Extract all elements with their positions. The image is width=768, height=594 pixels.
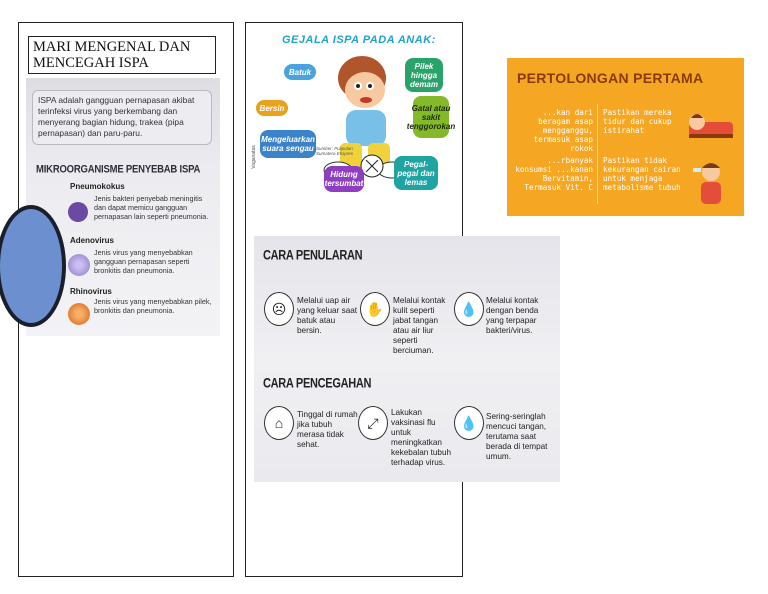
prevention-text: Lakukan vaksinasi flu untuk meningkatkan kekebalan tubuh terhadap virus. xyxy=(391,408,452,467)
first-aid-tip: Pastikan mereka tidur dan cukup istirahat xyxy=(603,108,672,135)
symptom-badge: Pegal-pegal dan lemas xyxy=(394,156,438,190)
artist-credit: Vaganatas xyxy=(250,145,257,169)
house-icon: ⌂ xyxy=(264,406,294,440)
rhinovirus-icon xyxy=(68,303,90,325)
first-aid-tip: ...kan dari beragam asap mengganggu, termasuk asap rokok xyxy=(533,108,593,153)
symptom-badge: Gatal atau sakit tenggorokan xyxy=(413,96,449,138)
cough-face-icon: ☹ xyxy=(264,292,294,326)
organism-desc: Jenis bakteri penyebab meningitis dan dapat memicu gangguan pernapasan lain seperti pneumonia. xyxy=(94,194,209,221)
drinking-child-icon xyxy=(691,158,731,210)
transmission-text: Melalui kontak kulit seperti jabat tangan atau air liur seperti berciuman. xyxy=(393,296,446,355)
prevention-text: Tinggal di rumah jika tubuh merasa tidak sehat. xyxy=(297,410,358,449)
first-aid-title: PERTOLONGAN PERTAMA xyxy=(517,70,704,86)
symptom-badge: Batuk xyxy=(284,64,316,80)
symptom-badge: Mengeluarkan suara sengau xyxy=(260,130,316,158)
sleeping-child-icon xyxy=(685,106,737,142)
page-title: MARI MENGENAL DAN MENCEGAH ISPA xyxy=(28,36,216,74)
first-aid-graphic xyxy=(507,58,744,216)
first-aid-tip: ...rbanyak konsumsi ...kanan Bervitamin, Termasuk Vit. C xyxy=(515,156,593,192)
symptom-badge: Hidung tersumbat xyxy=(324,166,364,192)
transmission-text: Melalui uap air yang keluar saat batuk atau bersin. xyxy=(297,296,358,335)
pneumokokus-icon xyxy=(68,202,88,222)
divider xyxy=(597,104,598,204)
organism-desc: Jenis virus yang menyebabkan pilek, bronkitis dan pneumonia. xyxy=(94,297,212,315)
organism-name: Rhinovirus xyxy=(70,287,112,296)
prevention-text: Sering-seringlah mencuci tangan, terutama saat berada di tempat umum. xyxy=(486,412,548,461)
handwash-icon: 💧 xyxy=(454,406,484,440)
organism-name: Pneumokokus xyxy=(70,182,125,191)
symptom-badge: Bersin xyxy=(256,100,288,116)
transmission-prevention-graphic xyxy=(254,236,560,482)
ispa-definition: ISPA adalah gangguan pernapasan akibat terinfeksi virus yang berkembang dan menyerang bagian hidung, trakea (pipa pernapasan) dan paru-paru. xyxy=(32,90,212,145)
faucet-icon: 💧 xyxy=(454,292,484,326)
symptom-badge: Pilek hingga demam xyxy=(405,58,443,92)
symptoms-title: GEJALA ISPA PADA ANAK: xyxy=(282,34,436,46)
symptoms-infographic xyxy=(252,26,455,198)
source-credit: Sumber: Pulipulan Sumatera Ekspres xyxy=(316,146,354,156)
organism-name: Adenovirus xyxy=(70,236,115,245)
adenovirus-icon xyxy=(68,254,90,276)
transmission-heading: CARA PENULARAN xyxy=(263,248,363,263)
microorganism-heading: MIKROORGANISME PENYEBAB ISPA xyxy=(36,163,201,176)
first-aid-tip: Pastikan tidak kekurangan cairan untuk menjaga metabolisme tubuh xyxy=(603,156,681,192)
syringe-icon: ⤢ xyxy=(358,406,388,440)
prevention-heading: CARA PENCEGAHAN xyxy=(263,376,372,391)
organism-desc: Jenis virus yang menyebabkan gangguan pernapasan seperti bronkitis dan pneumonia. xyxy=(94,248,193,275)
transmission-text: Melalui kontak dengan benda yang terpapar bakteri/virus. xyxy=(486,296,539,335)
handshake-icon: ✋ xyxy=(360,292,390,326)
